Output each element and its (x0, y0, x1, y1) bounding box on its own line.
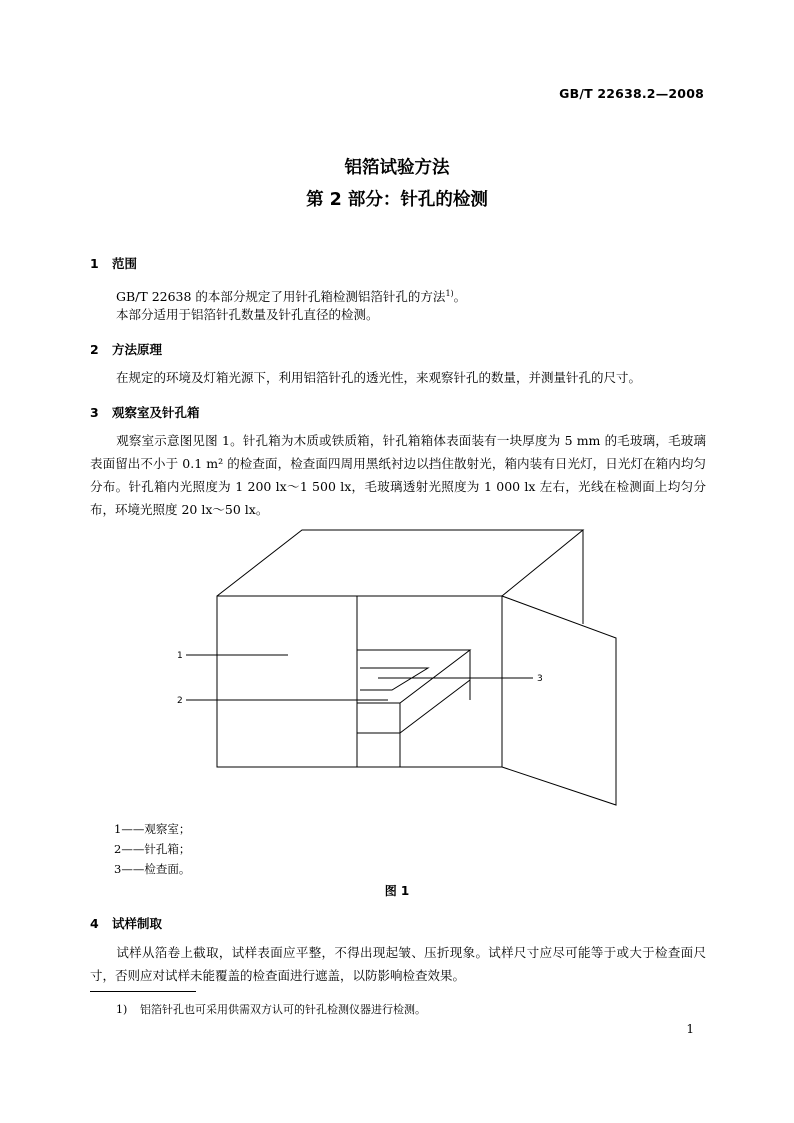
section-number: 1 (90, 256, 99, 271)
section-title: 范围 (112, 256, 138, 271)
document-title: 铝箔试验方法 (344, 158, 450, 178)
legend-item: 3——检查面。 (114, 862, 191, 876)
legend-item: 2——针孔箱； (114, 842, 191, 856)
section-title: 试样制取 (112, 916, 163, 931)
inspection-surface (360, 668, 428, 690)
para-text: 在规定的环境及灯箱光源下，利用铝箔针孔的透光性，来观察针孔的数量，并测量针孔的尺寸。 (116, 370, 642, 385)
footnote-rule (90, 991, 196, 992)
document-subtitle: 第 2 部分：针孔的检测 (306, 190, 488, 210)
pinhole-box-side-bottom (400, 680, 470, 733)
footnote-text: 铝箔针孔也可采用供需双方认可的针孔检测仪器进行检测。 (140, 1003, 426, 1016)
callout-1: 1 (177, 651, 183, 661)
legend-item: 1——观察室； (114, 822, 191, 836)
page-number: 1 (686, 1022, 694, 1036)
figure-legend (114, 819, 190, 879)
section-number: 4 (90, 916, 99, 931)
section-title: 方法原理 (112, 342, 163, 357)
section-number: 2 (90, 342, 99, 357)
callout-3: 3 (537, 674, 543, 684)
figure-caption: 图 1 (384, 884, 410, 898)
para-text: 观察室示意图见图 1。针孔箱为木质或铁质箱，针孔箱箱体表面装有一块厚度为 5 mm 的毛玻璃，毛玻璃表面留出不小于 0.1 m² 的检查面，检查面四周用黑纸衬边以挡住散射光，箱内装有日光灯，日光灯在箱内均匀分布。针孔箱内光照度为 1 200 lx～1 500 lx，毛玻璃透射光照度为 1 000 lx 左右，光线在检测面上均匀分布，环境光照度 20 lx～50 lx。 (90, 433, 706, 517)
room-front-face (217, 596, 502, 767)
footnote (116, 1001, 426, 1017)
section-4-heading (90, 914, 162, 932)
para-text: 本部分适用于铝箔针孔数量及针孔直径的检测。 (116, 307, 379, 322)
footnote-ref: 1) (445, 289, 454, 298)
footnote-mark: 1) (116, 1003, 128, 1016)
para-end: 。 (453, 289, 467, 305)
standard-code: GB/T 22638.2—2008 (559, 86, 704, 101)
section-title: 观察室及针孔箱 (112, 405, 200, 420)
section-4-para-1 (90, 941, 706, 987)
para-text: 试样从箔卷上截取，试样表面应平整，不得出现起皱、压折现象。试样尺寸应尽可能等于或大于检查面尺寸，否则应对试样未能覆盖的检查面进行遮盖，以防影响检查效果。 (90, 945, 706, 983)
para-text: GB/T 22638 的本部分规定了用针孔箱检测铝箔针孔的方法 (116, 289, 446, 305)
section-number: 3 (90, 405, 99, 420)
room-top-face (217, 530, 583, 596)
callout-2: 2 (177, 696, 183, 706)
open-door (502, 596, 616, 805)
